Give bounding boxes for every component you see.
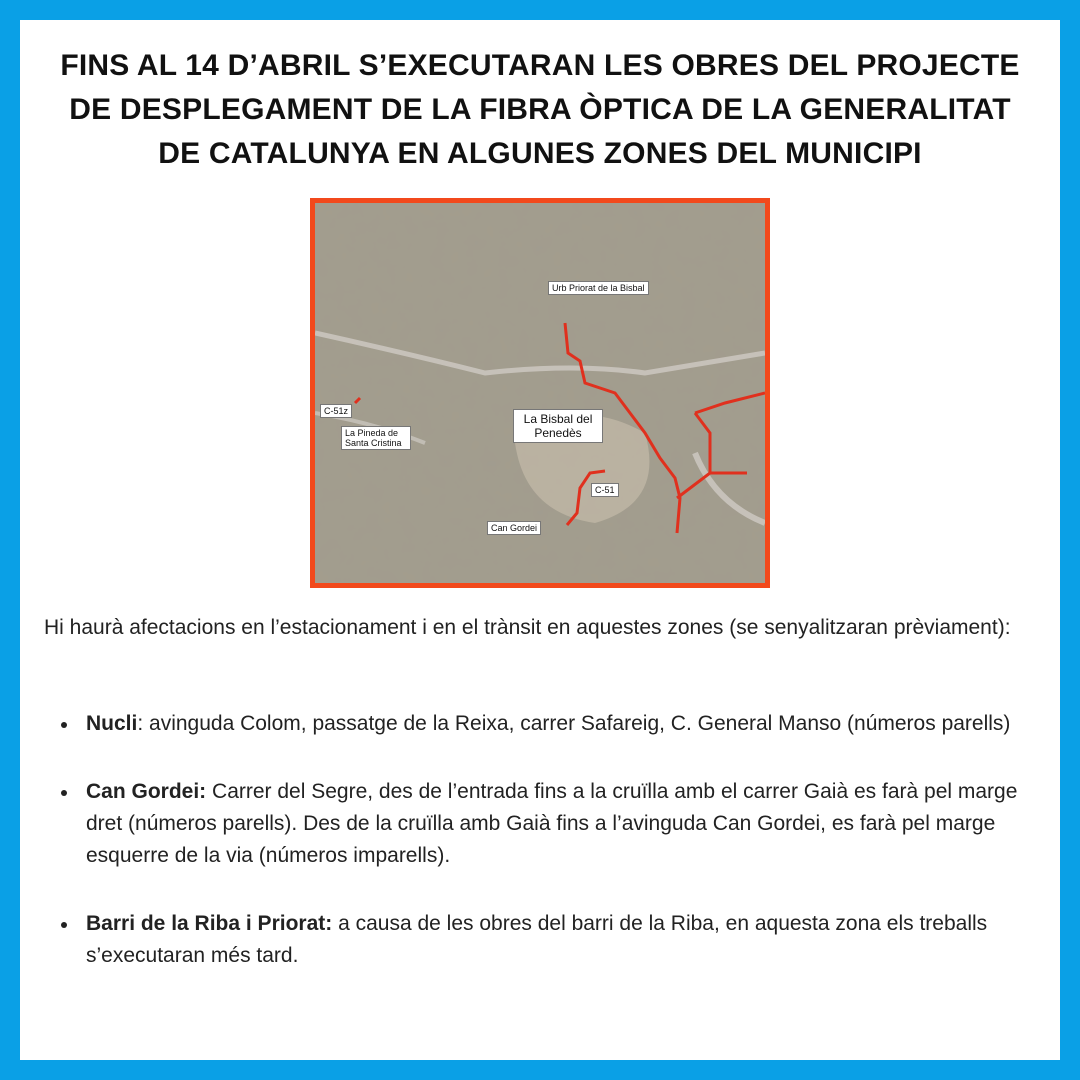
item-heading: Nucli: [86, 712, 138, 735]
page-title: FINS AL 14 D’ABRIL S’EXECUTARAN LES OBRES DEL PROJECTE DE DESPLEGAMENT DE LA FIBRA ÒPTICA DE LA GENERALITAT DE CATALUNYA EN ALGUNES ZONES DEL MUNICIPI: [60, 49, 1020, 170]
item-heading: Can Gordei:: [86, 780, 207, 803]
item-heading: Barri de la Riba i Priorat:: [86, 912, 333, 935]
affected-zones-list: [44, 708, 1039, 1008]
bullet-icon: [61, 790, 67, 796]
intro-text: Hi haurà afectacions en l’estacionament i en el trànsit en aquestes zones (se senyalitzaran prèviament):: [44, 616, 1011, 639]
map-image: [310, 198, 770, 588]
map-label-priorat: Urb Priorat de la Bisbal: [548, 281, 649, 295]
map-label-pineda: La Pineda de Santa Cristina: [341, 426, 411, 450]
item-text: a causa de les obres del barri de la Riba, en aquesta zona els treballs s’executaran més tard.: [86, 912, 988, 967]
item-text: Carrer del Segre, des de l’entrada fins a la cruïlla amb el carrer Gaià es farà pel marge dret (números parells). Des de la cruïlla amb Gaià fins a l’avinguda Can Gordei, es farà pel marge esquerre de la via (números imparells).: [86, 780, 1018, 867]
card: [20, 20, 1060, 1060]
bullet-icon: [61, 722, 67, 728]
list-item: [44, 776, 1039, 872]
map-label-gordei: Can Gordei: [487, 521, 541, 535]
list-item: [44, 908, 1039, 972]
list-item: [44, 708, 1039, 740]
map-label-c51: C-51: [591, 483, 619, 497]
map-label-bisbal: La Bisbal del Penedès: [513, 409, 603, 443]
bullet-icon: [61, 922, 67, 928]
map-label-c51z: C-51z: [320, 404, 352, 418]
item-text: : avinguda Colom, passatge de la Reixa, carrer Safareig, C. General Manso (números parells): [137, 712, 1011, 735]
